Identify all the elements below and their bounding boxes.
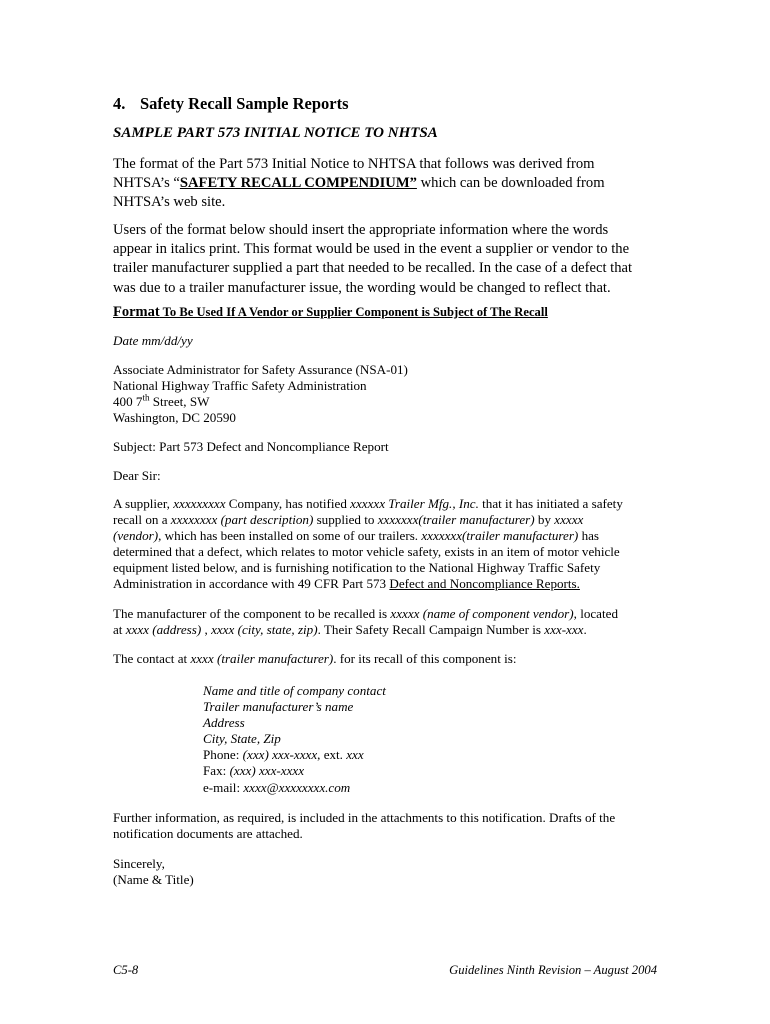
text-run: 400 7 <box>113 394 143 410</box>
placeholder-text: xxxxx <box>554 512 584 528</box>
placeholder-text: xxxx (address) <box>125 622 202 638</box>
text-run: NHTSA’s “ <box>113 175 180 192</box>
letter-date: Date mm/dd/yy <box>113 333 193 348</box>
placeholder-text: (vendor) <box>113 528 159 544</box>
placeholder-text: xxxxx (name of component vendor) <box>390 606 574 621</box>
contact-block <box>203 683 603 796</box>
text-run: which can be downloaded from <box>416 175 605 192</box>
text-run: The contact at <box>113 651 191 666</box>
placeholder-text: xxxx (city, state, zip) <box>211 622 318 638</box>
intro-paragraph-1 <box>113 155 673 213</box>
text-line: NHTSA’s web site. <box>113 194 226 211</box>
text-line <box>113 496 673 512</box>
text-line: notification documents are attached. <box>113 826 303 842</box>
placeholder-text: (xxx) xxx-xxxx <box>229 763 305 779</box>
placeholder-text: xxxxxxx(trailer manufacturer) <box>377 512 535 528</box>
text-line <box>113 576 673 592</box>
signature: (Name & Title) <box>113 872 194 888</box>
address-line: Associate Administrator for Safety Assurance (NSA-01) <box>113 362 408 377</box>
text-run: supplied to <box>313 512 378 528</box>
text-run: at <box>113 622 126 638</box>
text-line: appear in italics print. This format would be used in the event a supplier or vendor to the <box>113 241 630 258</box>
text-line <box>113 174 673 193</box>
page-number: C5-8 <box>113 963 139 977</box>
text-run: Phone: <box>203 747 243 763</box>
text-run: that it has initiated a safety <box>478 496 623 511</box>
section-heading <box>113 94 673 114</box>
text-line: equipment listed below, and is furnishing notification to the National Highway Traffic Safety <box>113 560 601 576</box>
text-line <box>113 651 673 667</box>
text-run: , <box>201 622 212 638</box>
text-run: Street, SW <box>149 394 210 410</box>
closing: Sincerely, <box>113 856 165 871</box>
contact-fax <box>203 763 603 779</box>
contact-phone <box>203 747 603 763</box>
placeholder-text: xxxxxxxx (part description) <box>170 512 314 528</box>
text-run: recall on a <box>113 512 171 528</box>
placeholder-text: xxx-xxx <box>544 622 584 638</box>
text-line <box>113 528 673 544</box>
text-run: , which has been installed on some of our trailers. <box>158 528 422 544</box>
text-run: . Their Safety Recall Campaign Number is <box>317 622 545 638</box>
contact-address: Address <box>203 715 245 731</box>
recipient-address <box>113 362 673 426</box>
text-line: was due to a trailer manufacturer issue, the wording would be changed to reflect that. <box>113 279 611 296</box>
text-run: Administration in accordance with 49 CFR Part 573 <box>113 576 390 592</box>
text-run: . <box>583 622 587 638</box>
text-run: . for its recall of this component is: <box>333 651 517 666</box>
closing-block <box>113 856 673 888</box>
text-run: , ext. <box>317 747 347 763</box>
contact-email <box>203 780 603 796</box>
text-run: , located <box>573 606 618 621</box>
letter-subject: Subject: Part 573 Defect and Noncompliance Report <box>113 439 389 454</box>
superscript: th <box>142 392 150 403</box>
placeholder-text: xxxx (trailer manufacturer) <box>190 651 334 666</box>
text-line: Users of the format below should insert the appropriate information where the words <box>113 222 609 238</box>
section-title: Safety Recall Sample Reports <box>140 94 349 113</box>
placeholder-text: xxxxxx Trailer Mfg., Inc. <box>350 496 479 511</box>
further-information <box>113 810 673 842</box>
revision-footer: Guidelines Ninth Revision – August 2004 <box>449 963 657 977</box>
regulation-title: Defect and Noncompliance Reports. <box>389 576 580 592</box>
placeholder-text: xxxx@xxxxxxxx.com <box>243 779 351 795</box>
text-run: Fax: <box>203 763 230 779</box>
letter-body-paragraph-1 <box>113 496 673 593</box>
placeholder-text: xxx <box>346 747 364 763</box>
placeholder-text: xxxxxxxxx <box>173 496 226 511</box>
contact-name: Name and title of company contact <box>203 683 386 698</box>
text-line <box>113 512 673 528</box>
address-line: Washington, DC 20590 <box>113 410 236 426</box>
text-line: The format of the Part 573 Initial Notice to NHTSA that follows was derived from <box>113 156 595 172</box>
text-line: trailer manufacturer supplied a part that needed to be recalled. In the case of a defect that <box>113 260 633 277</box>
address-line <box>113 394 673 410</box>
text-line: determined that a defect, which relates to motor vehicle safety, exists in an item of motor vehicle <box>113 544 620 560</box>
intro-paragraph-2 <box>113 221 673 298</box>
text-line <box>113 606 673 622</box>
format-word: Format <box>113 304 160 320</box>
compendium-title: SAFETY RECALL COMPENDIUM” <box>179 175 417 192</box>
salutation: Dear Sir: <box>113 468 161 483</box>
address-line: National Highway Traffic Safety Administration <box>113 378 367 394</box>
placeholder-text: (xxx) xxx-xxxx <box>242 747 318 763</box>
format-heading <box>113 304 673 321</box>
section-number: 4. <box>113 94 126 113</box>
text-run: Company, has notified <box>225 496 351 511</box>
text-line <box>113 622 673 638</box>
text-run: has <box>578 528 600 544</box>
contact-company: Trailer manufacturer’s name <box>203 699 354 715</box>
format-heading-rest: To Be Used If A Vendor or Supplier Component is Subject of The Recall <box>159 305 548 319</box>
contact-city: City, State, Zip <box>203 731 281 747</box>
text-run: e-mail: <box>203 779 244 795</box>
section-subtitle: SAMPLE PART 573 INITIAL NOTICE TO NHTSA <box>113 125 438 141</box>
letter-body-paragraph-3 <box>113 651 673 667</box>
text-line: Further information, as required, is included in the attachments to this notification. Drafts of the <box>113 810 616 825</box>
text-run: The manufacturer of the component to be recalled is <box>113 606 391 621</box>
text-run: by <box>534 512 555 528</box>
letter-body-paragraph-2 <box>113 606 673 638</box>
text-run: A supplier, <box>113 496 174 511</box>
placeholder-text: xxxxxxx(trailer manufacturer) <box>421 528 579 544</box>
